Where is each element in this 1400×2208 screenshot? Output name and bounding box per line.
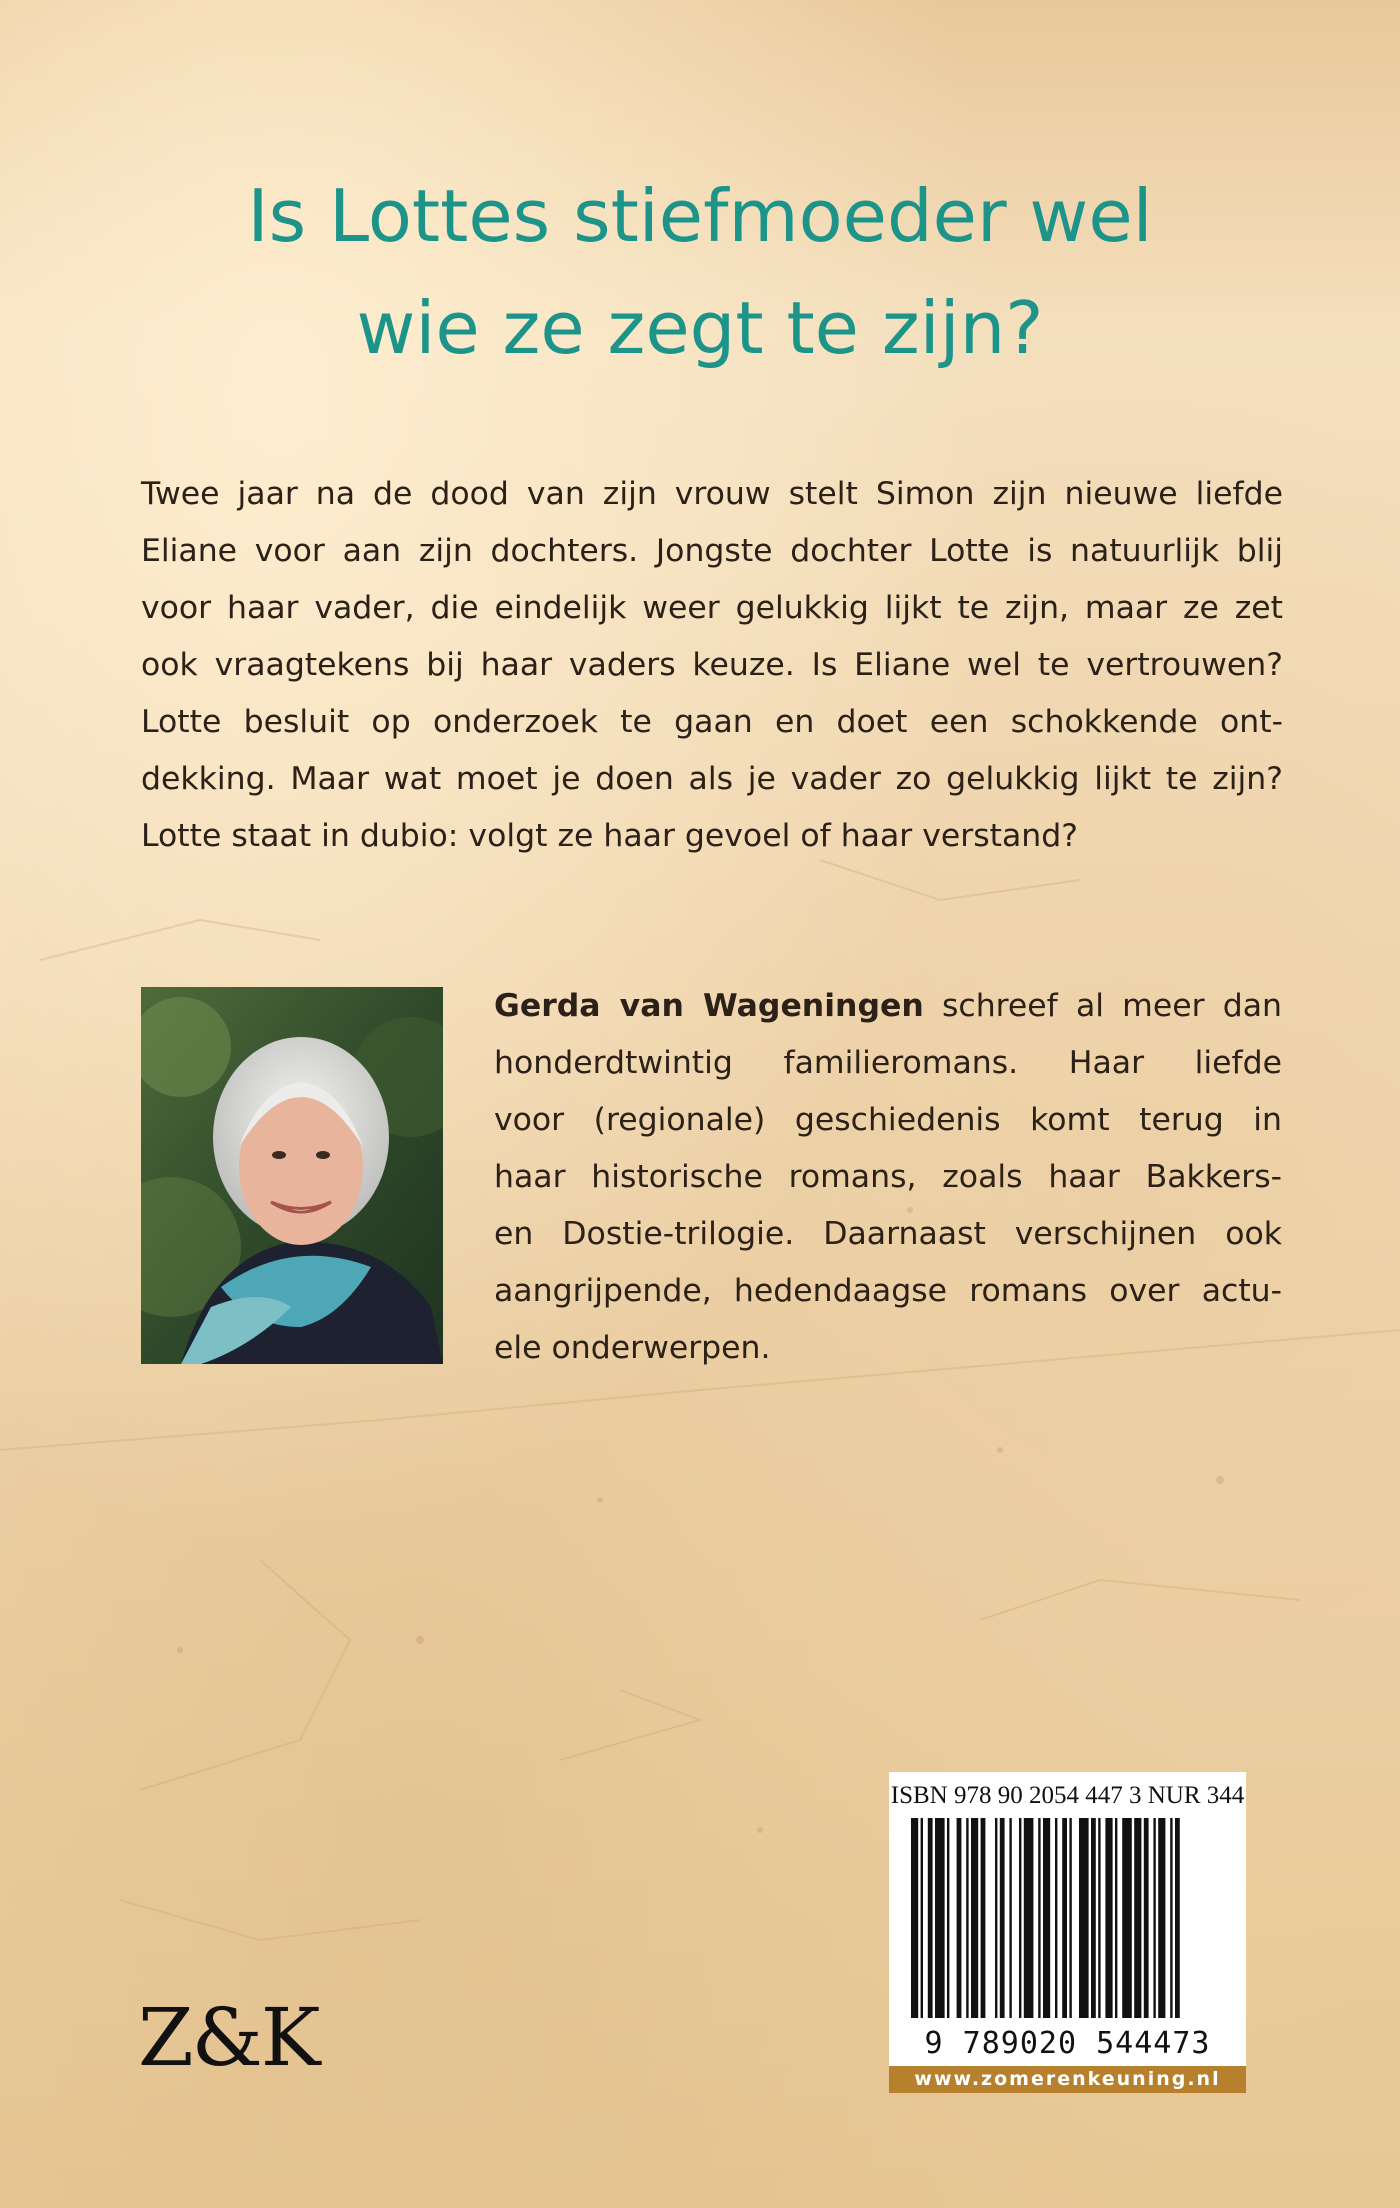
blurb-line: Eliane voor aan zijn dochters. Jongste dochter Lotte is natuurlijk blij — [141, 533, 1283, 569]
bio-line: honderdtwintig familieromans. Haar liefde — [494, 1045, 1282, 1081]
bio-first-line-rest: schreef al meer dan — [923, 988, 1282, 1024]
blurb-line: Lotte staat in dubio: volgt ze haar gevoel of haar verstand? — [141, 818, 1078, 854]
bio-line: voor (regionale) geschiedenis komt terug in — [494, 1102, 1282, 1138]
blurb-paragraph — [141, 466, 1283, 865]
bio-line: haar historische romans, zoals haar Bakkers- — [494, 1159, 1282, 1195]
author-bio — [494, 978, 1282, 1377]
bio-line: en Dostie-trilogie. Daarnaast verschijnen ook — [494, 1216, 1282, 1252]
headline-line-1: Is Lottes stiefmoeder wel — [247, 174, 1153, 258]
blurb-line: Twee jaar na de dood van zijn vrouw stelt Simon zijn nieuwe liefde — [141, 476, 1283, 512]
isbn-text: ISBN 978 90 2054 447 3 NUR 344 — [890, 1782, 1245, 1809]
bio-line: aangrijpende, hedendaagse romans over actu- — [494, 1273, 1282, 1309]
headline-line-2: wie ze zegt te zijn? — [356, 286, 1044, 370]
bio-line: ele onderwerpen. — [494, 1330, 771, 1366]
publisher-website: www.zomerenkeuning.nl — [889, 2066, 1246, 2093]
author-portrait-image — [141, 987, 443, 1364]
barcode-block — [889, 1772, 1246, 2093]
blurb-line: voor haar vader, die eindelijk weer gelukkig lijkt te zijn, maar ze zet — [141, 590, 1283, 626]
blurb-line: ook vraagtekens bij haar vaders keuze. Is Eliane wel te vertrouwen? — [141, 647, 1283, 683]
publisher-logo: Z&K — [138, 1991, 319, 2084]
blurb-line: dekking. Maar wat moet je doen als je vader zo gelukkig lijkt te zijn? — [141, 761, 1283, 797]
barcode-icon — [907, 1818, 1219, 2038]
author-photo — [141, 987, 443, 1364]
headline — [0, 160, 1400, 384]
author-name: Gerda van Wageningen — [494, 988, 924, 1024]
blurb-line: Lotte besluit op onderzoek te gaan en doet een schokkende ont- — [141, 704, 1283, 740]
barcode-digits: 9 789020 544473 — [924, 2026, 1211, 2061]
bio-first-line — [494, 978, 1282, 1035]
